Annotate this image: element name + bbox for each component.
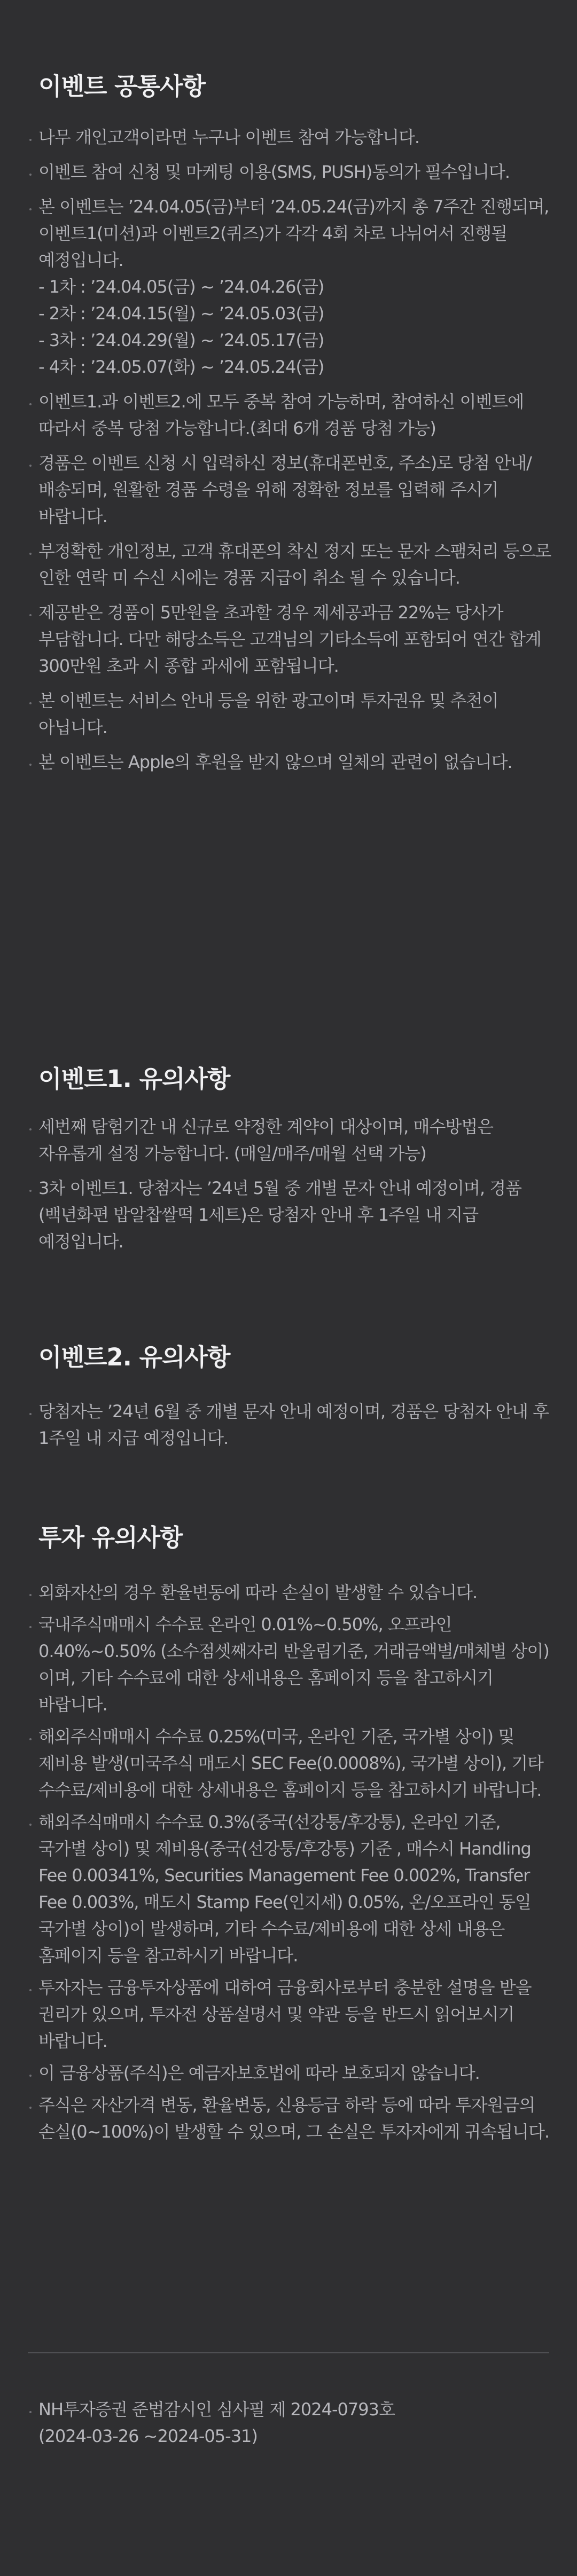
event2-notice-list	[29, 1398, 553, 1451]
list-item: 본 이벤트는 서비스 안내 등을 위한 광고이며 투자권유 및 추천이 아닙니다.	[29, 687, 553, 741]
list-item: 이벤트1.과 이벤트2.에 모두 중복 참여 가능하며, 참여하신 이벤트에 따라서 중복 당첨 가능합니다.(최대 6개 경품 당첨 가능)	[29, 388, 553, 442]
list-item: 이벤트 참여 신청 및 마케팅 이용(SMS, PUSH)동의가 필수입니다.	[29, 159, 553, 185]
event1-notice-list	[29, 1113, 553, 1255]
investment-notice-list	[29, 1579, 553, 2145]
list-item: 이 금융상품(주식)은 예금자보호법에 따라 보호되지 않습니다.	[29, 2060, 553, 2086]
section-title-event1: 이벤트1. 유의사항	[38, 1065, 230, 1093]
schedule-round-1: - 1차 : ’24.04.05(금) ~ ’24.04.26(금)	[38, 277, 324, 297]
compliance-note	[29, 2396, 551, 2449]
list-item	[29, 193, 553, 380]
event-period-text: 본 이벤트는 ’24.04.05(금)부터 ’24.05.24(금)까지 총 7주간 진행되며, 이벤트1(미션)과 이벤트2(퀴즈)가 각각 4회 차로 나뉘어서 진행될 예정입니다.	[38, 197, 549, 270]
compliance-approval-number: NH투자증권 준법감시인 심사필 제 2024-0793호	[38, 2399, 395, 2420]
list-item: 투자자는 금융투자상품에 대하여 금융회사로부터 충분한 설명을 받을 권리가 있으며, 투자전 상품설명서 및 약관 등을 반드시 읽어보시기 바랍니다.	[29, 1974, 553, 2054]
list-item: 해외주식매매시 수수료 0.25%(미국, 온라인 기준, 국가별 상이) 및 제비용 발생(미국주식 매도시 SEC Fee(0.0008%), 국가별 상이), 기타 수수료/제비용에 대한 상세내용은 홈페이지 등을 참고하시기 바랍니다.	[29, 1723, 553, 1803]
list-item: 경품은 이벤트 신청 시 입력하신 정보(휴대폰번호, 주소)로 당첨 안내/배송되며, 원활한 경품 수령을 위해 정확한 정보를 입력해 주시기 바랍니다.	[29, 450, 553, 530]
schedule-round-2: - 2차 : ’24.04.15(월) ~ ’24.05.03(금)	[38, 303, 324, 324]
section-title-event2: 이벤트2. 유의사항	[38, 1343, 230, 1371]
list-item: 주식은 자산가격 변동, 환율변동, 신용등급 하락 등에 따라 투자원금의 손실(0~100%)이 발생할 수 있으며, 그 손실은 투자자에게 귀속됩니다.	[29, 2092, 553, 2145]
list-item: 본 이벤트는 Apple의 후원을 받지 않으며 일체의 관련이 없습니다.	[29, 749, 553, 775]
list-item: 외화자산의 경우 환율변동에 따라 손실이 발생할 수 있습니다.	[29, 1579, 553, 1606]
footer-divider	[28, 2352, 549, 2353]
list-item: 세번째 탐험기간 내 신규로 약정한 계약이 대상이며, 매수방법은 자유롭게 설정 가능합니다. (매일/매주/매월 선택 가능)	[29, 1113, 553, 1167]
list-item: 나무 개인고객이라면 누구나 이벤트 참여 가능합니다.	[29, 124, 553, 151]
list-item: 당첨자는 ’24년 6월 중 개별 문자 안내 예정이며, 경품은 당첨자 안내 후 1주일 내 지급 예정입니다.	[29, 1398, 553, 1451]
list-item: 부정확한 개인정보, 고객 휴대폰의 착신 정지 또는 문자 스팸처리 등으로 인한 연락 미 수신 시에는 경품 지급이 취소 될 수 있습니다.	[29, 538, 553, 591]
section-title-investment: 투자 유의사항	[38, 1523, 183, 1552]
list-item: 국내주식매매시 수수료 온라인 0.01%~0.50%, 오프라인 0.40%~0.50% (소수점셋째자리 반올림기준, 거래금액별/매체별 상이)이며, 기타 수수료에 대한 상세내용은 홈페이지 등을 참고하시기 바랍니다.	[29, 1611, 553, 1718]
list-item: 해외주식매매시 수수료 0.3%(중국(선강퉁/후강퉁), 온라인 기준, 국가별 상이) 및 제비용(중국(선강퉁/후강퉁) 기준 , 매수시 Handling Fee 0.00341%, Securities Management Fee 0.002%, Transfer Fee 0.003%, 매도시 Stamp Fee(인지세) 0.05%, 온/오프라인 동일 국가별 상이)이 발생하며, 기타 수수료/제비용에 대한 상세 내용은 홈페이지 등을 참고하시기 바랍니다.	[29, 1809, 553, 1969]
common-notice-list	[29, 124, 553, 775]
section-title-common: 이벤트 공통사항	[38, 72, 205, 100]
schedule-round-4: - 4차 : ’24.05.07(화) ~ ’24.05.24(금)	[38, 357, 324, 377]
list-item: 제공받은 경품이 5만원을 초과할 경우 제세공과금 22%는 당사가 부담합니다. 다만 해당소득은 고객님의 기타소득에 포함되어 연간 합계 300만원 초과 시 종합 과세에 포함됩니다.	[29, 599, 553, 679]
compliance-valid-period: (2024-03-26 ~2024-05-31)	[38, 2426, 258, 2446]
list-item: 3차 이벤트1. 당첨자는 ’24년 5월 중 개별 문자 안내 예정이며, 경품(백년화편 밥알찹쌀떡 1세트)은 당첨자 안내 후 1주일 내 지급 예정입니다.	[29, 1175, 553, 1255]
schedule-round-3: - 3차 : ’24.04.29(월) ~ ’24.05.17(금)	[38, 330, 324, 350]
